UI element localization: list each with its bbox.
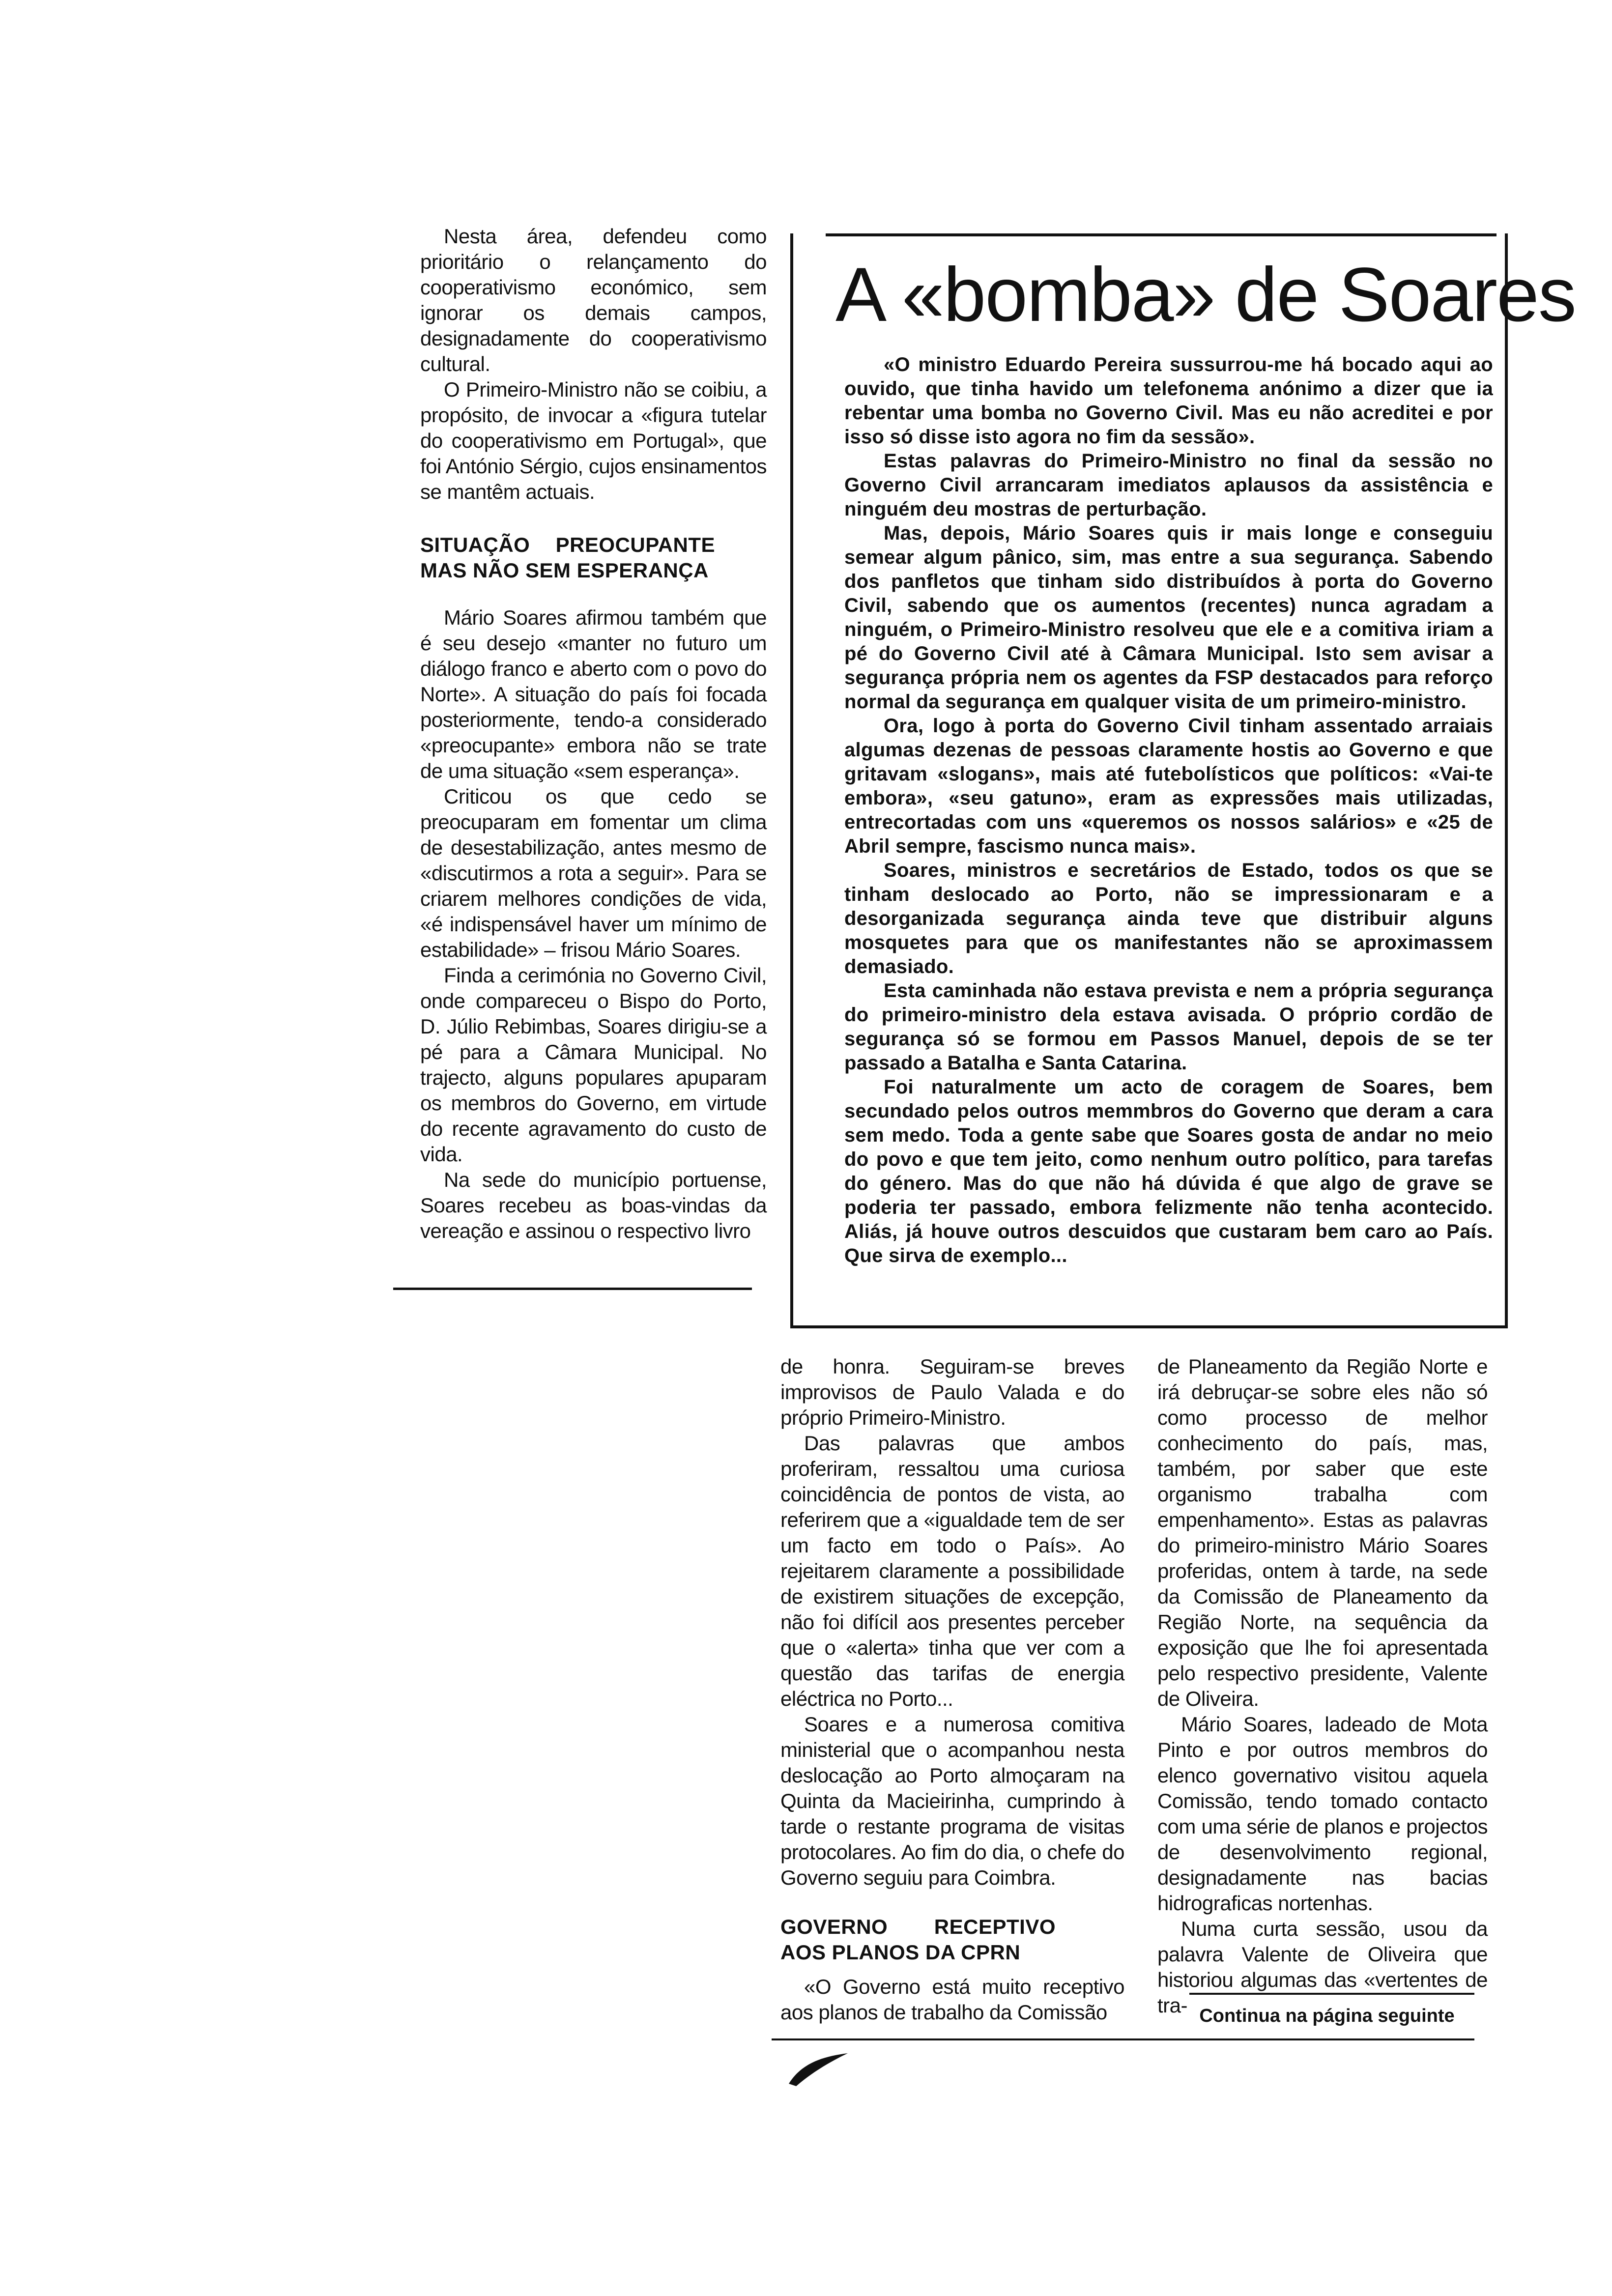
box-paragraph-7: Foi naturalmente um acto de coragem de Soares, bem secundado pelos outros memmbros do Governo que deram a cara sem medo. Toda a gente sabe que Soares gosta de andar no meio do povo e que tem jeito, como nenhum outro político, para tarefas do género. Mas do que não há dúvida é que algo de grave se poderia ter passado, embora felizmente não tenha acontecido. Aliás, já houve outros descuidos que custaram bem caro ao País. Que sirva de exemplo...	[844, 1076, 1493, 1266]
box-title: A «bomba» de Soares	[835, 252, 1576, 338]
box-article-body	[844, 353, 1493, 1268]
bl-paragraph-1: de honra. Seguiram-se breves improvisos de Paulo Valada e do próprio Primeiro-Ministro.	[780, 1355, 1124, 1429]
left-paragraph-3: Mário Soares afirmou também que é seu desejo «manter no futuro um diálogo franco e aberto com o povo do Norte». A situação do país foi focada posteriormente, tendo-a considerado «preocupante» embora não se trate de uma situação «sem esperança».	[420, 606, 767, 782]
box-paragraph-1: «O ministro Eduardo Pereira sussurrou-me há bocado aqui ao ouvido, que tinha havido um telefonema anónimo a dizer que ia rebentar uma bomba no Governo Civil. Mas eu não acreditei e por isso só disse isto agora no fim da sessão».	[844, 354, 1493, 448]
br-paragraph-3: Numa curta sessão, usou da palavra Valente de Oliveira que historiou algumas das «vertentes de tra-	[1157, 1917, 1488, 2017]
box-paragraph-6: Esta caminhada não estava prevista e nem a própria segurança do primeiro-ministro dela estava avisada. O próprio cordão de segurança só se formou em Passos Manuel, depois de se ter passado a Batalha e Santa Catarina.	[844, 980, 1493, 1074]
bottom-right-column	[1157, 1354, 1488, 2018]
box-paragraph-5: Soares, ministros e secretários de Estado, todos os que se tinham deslocado ao Porto, não se impressionaram e a desorganizada segurança ainda teve que distribuir alguns mosquetes para que os manifestantes não se aproximassem demasiado.	[844, 860, 1493, 977]
left-paragraph-5: Finda a cerimónia no Governo Civil, onde compareceu o Bispo do Porto, D. Júlio Rebimbas, Soares dirigiu-se a pé para a Câmara Municipal. No trajecto, alguns populares apuparam os membros do Governo, em virtude do recente agravamento do custo de vida.	[420, 964, 767, 1166]
box-paragraph-2: Estas palavras do Primeiro-Ministro no final da sessão no Governo Civil arrancaram imediatos aplausos da assistência e ninguém deu mostras de perturbação.	[844, 450, 1493, 520]
continued-top-rule	[1189, 1993, 1474, 1995]
left-paragraph-1: Nesta área, defendeu como prioritário o relançamento do cooperativismo económico, sem ignorar os demais campos, designadamente do cooperativismo cultural.	[420, 225, 767, 375]
left-paragraph-6: Na sede do município portuense, Soares recebeu as boas-vindas da vereação e assinou o respectivo livro	[420, 1168, 767, 1242]
left-column	[420, 224, 767, 1244]
box-paragraph-3: Mas, depois, Mário Soares quis ir mais longe e conseguiu semear algum pânico, sim, mas entre a sua segurança. Sabendo dos panfletos que tinham sido distribuídos à porta do Governo Civil, sabendo que os aumentos (recentes) nunca agradam a ninguém, o Primeiro-Ministro resolveu que ele e a comitiva iriam a pé do Governo Civil até à Câmara Municipal. Isto sem avisar a segurança própria nem os agentes da FSP destacados para reforço normal da segurança em qualquer visita de um primeiro-ministro.	[844, 522, 1493, 713]
bl-subhead: GOVERNO RECEPTIVO AOS PLANOS DA CPRN	[780, 1915, 1056, 1964]
left-subhead: SITUAÇÃO PREOCUPANTE MAS NÃO SEM ESPERANÇA	[420, 533, 715, 582]
page-bottom-rule	[772, 2038, 1474, 2040]
bl-paragraph-2: Das palavras que ambos proferiram, ressaltou uma curiosa coincidência de pontos de vista, ao referirem que a «igualdade tem de ser um facto em todo o País». Ao rejeitarem claramente a possibilidade de existirem situações de excepção, não foi difícil aos presentes perceber que o «alerta» tinha que ver com a questão das tarifas de energia eléctrica no Porto...	[780, 1432, 1124, 1710]
bl-paragraph-3: Soares e a numerosa comitiva ministerial que o acompanhou nesta deslocação ao Porto almoçaram na Quinta da Macieirinha, cumprindo à tarde o restante programa de visitas protocolares. Ao fim do dia, o chefe do Governo seguiu para Coimbra.	[780, 1713, 1124, 1889]
left-paragraph-2: O Primeiro-Ministro não se coibiu, a propósito, de invocar a «figura tutelar do cooperativismo em Portugal», que foi António Sérgio, cujos ensinamentos se mantêm actuais.	[420, 378, 767, 503]
br-paragraph-1: de Planeamento da Região Norte e irá debruçar-se sobre eles não só como processo de melhor conhecimento do país, mas, também, por saber que este organismo trabalha com empenhamento». Estas as palavras do primeiro-ministro Mário Soares proferidas, ontem à tarde, na sede da Comissão de Planeamento da Região Norte, na sequência da exposição que lhe foi apresentada pelo respectivo presidente, Valente de Oliveira.	[1157, 1355, 1488, 1710]
br-paragraph-2: Mário Soares, ladeado de Mota Pinto e por outros membros do elenco governativo visitou aquela Comissão, tendo tomado contacto com uma série de planos e projectos de desenvolvimento regional, designadamente nas bacias hidrograficas nortenhas.	[1157, 1713, 1488, 1915]
left-column-end-rule	[393, 1288, 752, 1290]
bottom-left-column	[780, 1354, 1124, 2025]
bl-paragraph-4: «O Governo está muito receptivo aos planos de trabalho da Comissão	[780, 1975, 1124, 2024]
continued-note: Continua na página seguinte	[1199, 2006, 1455, 2026]
end-mark-icon	[786, 2049, 850, 2089]
left-paragraph-4: Criticou os que cedo se preocuparam em fomentar um clima de desestabilização, antes mesmo de «discutirmos a rota a seguir». Para se criarem melhores condições de vida, «é indispensável haver um mínimo de estabilidade» – frisou Mário Soares.	[420, 785, 767, 961]
box-paragraph-4: Ora, logo à porta do Governo Civil tinham assentado arraiais algumas dezenas de pessoas claramente hostis ao Governo e que gritavam «slogans», mais até futebolísticos que políticos: «Vai-te embora», «seu gatuno», eram as expressões mais utilizadas, entrecortadas com uns «queremos os nossos salários» e «25 de Abril sempre, fascismo nunca mais».	[844, 715, 1493, 857]
